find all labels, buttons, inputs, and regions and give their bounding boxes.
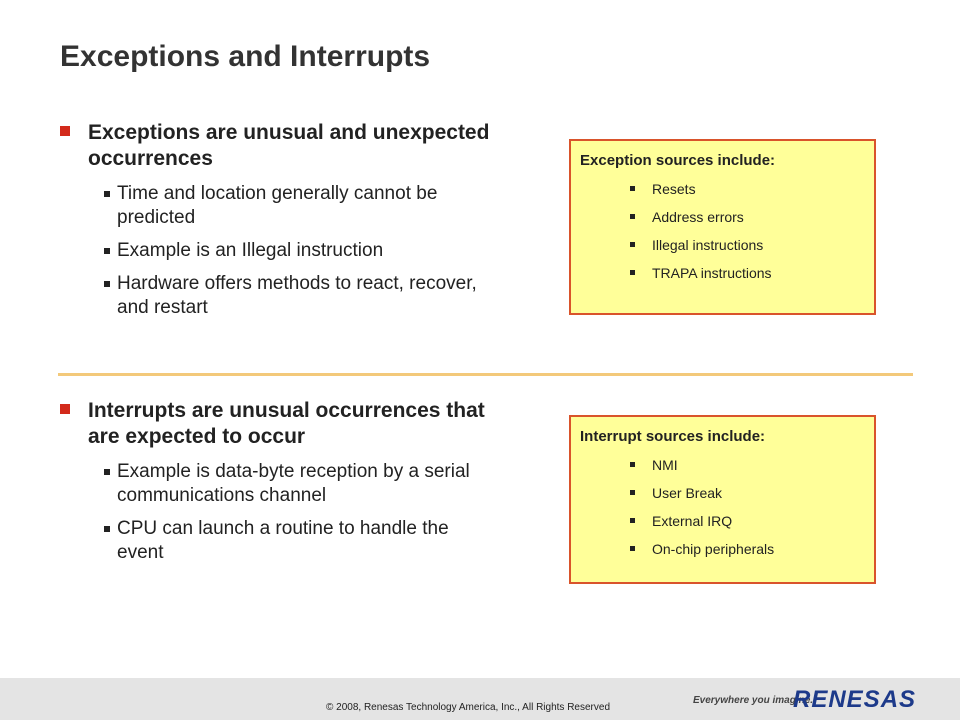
sub-bullet — [104, 182, 490, 230]
square-bullet-icon — [630, 462, 635, 467]
callout-item-text: On-chip peripherals — [652, 541, 775, 557]
square-bullet-icon — [60, 126, 70, 136]
sub-bullet-text: CPU can launch a routine to handle the event — [117, 518, 449, 563]
section-divider — [58, 373, 913, 376]
main-bullet-text: Exceptions are unusual and unexpected occurrences — [88, 121, 490, 170]
callout-item — [630, 209, 772, 237]
main-bullet — [60, 398, 490, 450]
copyright-text: © 2008, Renesas Technology America, Inc., All Rights Reserved — [326, 702, 610, 713]
square-bullet-icon — [104, 281, 110, 287]
callout-item — [630, 237, 772, 265]
sub-bullet — [104, 517, 490, 565]
callout-item — [630, 485, 774, 513]
callout-list — [630, 457, 774, 569]
square-bullet-icon — [60, 404, 70, 414]
callout-item-text: TRAPA instructions — [652, 265, 772, 281]
main-bullet — [60, 120, 490, 172]
sub-bullet — [104, 239, 490, 263]
interrupt-sources-callout — [569, 415, 876, 584]
square-bullet-icon — [630, 242, 635, 247]
exception-sources-callout — [569, 139, 876, 315]
callout-item-text: External IRQ — [652, 513, 733, 529]
sub-bullet-list — [60, 182, 490, 320]
sub-bullet — [104, 272, 490, 320]
square-bullet-icon — [630, 490, 635, 495]
callout-item-text: NMI — [652, 457, 678, 473]
sub-bullet-text: Example is an Illegal instruction — [117, 240, 384, 261]
square-bullet-icon — [630, 270, 635, 275]
sub-bullet-text: Hardware offers methods to react, recover, and restart — [117, 273, 477, 318]
callout-item-text: User Break — [652, 485, 723, 501]
callout-item — [630, 513, 774, 541]
callout-heading: Interrupt sources include: — [580, 428, 766, 445]
callout-item — [630, 181, 772, 209]
callout-item — [630, 265, 772, 293]
callout-item-text: Illegal instructions — [652, 237, 764, 253]
callout-item-text: Address errors — [652, 209, 744, 225]
square-bullet-icon — [104, 469, 110, 475]
callout-item — [630, 541, 774, 569]
main-bullet-text: Interrupts are unusual occurrences that are expected to occur — [88, 399, 485, 448]
square-bullet-icon — [630, 186, 635, 191]
callout-item-text: Resets — [652, 181, 696, 197]
square-bullet-icon — [630, 546, 635, 551]
interrupts-section — [60, 398, 490, 574]
square-bullet-icon — [630, 214, 635, 219]
slide-footer — [0, 678, 960, 720]
exceptions-section — [60, 120, 490, 329]
square-bullet-icon — [630, 518, 635, 523]
square-bullet-icon — [104, 191, 110, 197]
callout-list — [630, 181, 772, 293]
callout-item — [630, 457, 774, 485]
square-bullet-icon — [104, 248, 110, 254]
callout-heading: Exception sources include: — [580, 152, 776, 169]
renesas-logo: RENESAS — [793, 686, 917, 713]
slide-title: Exceptions and Interrupts — [60, 40, 431, 73]
sub-bullet-list — [60, 460, 490, 565]
tagline-text: Everywhere you imagine. — [693, 695, 814, 706]
sub-bullet — [104, 460, 490, 508]
square-bullet-icon — [104, 526, 110, 532]
sub-bullet-text: Time and location generally cannot be predicted — [117, 183, 438, 228]
sub-bullet-text: Example is data-byte reception by a serial communications channel — [117, 461, 470, 506]
